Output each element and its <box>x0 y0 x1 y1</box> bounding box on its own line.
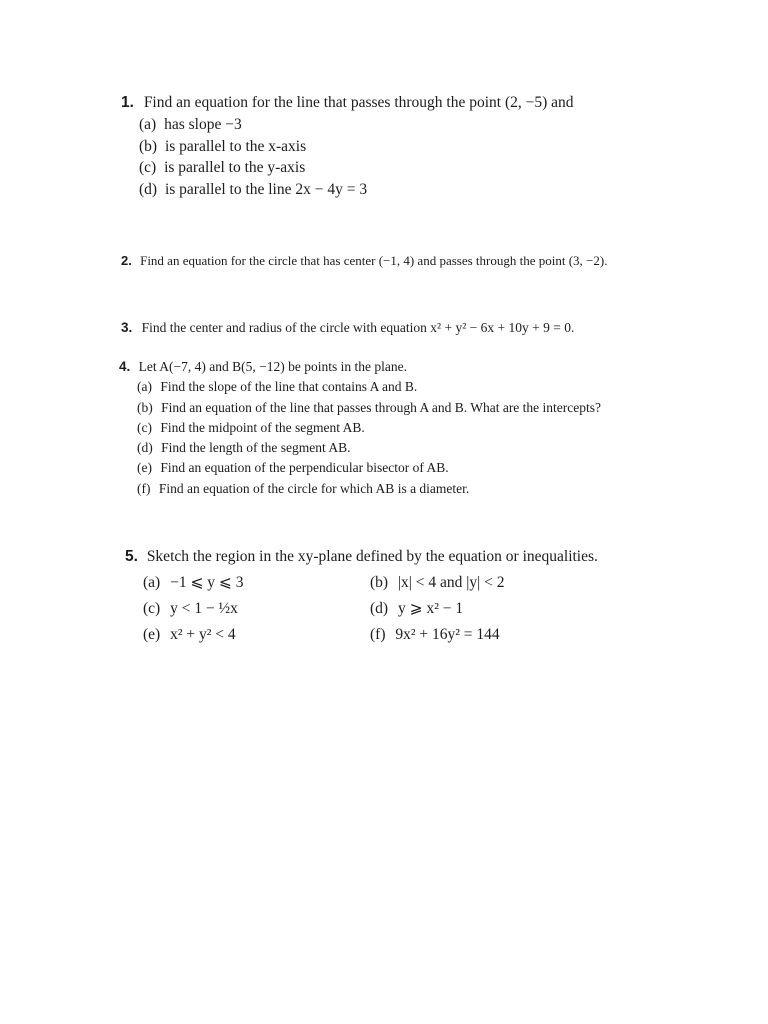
part-text: Find an equation of the perpendicular bisector of AB. <box>160 460 449 475</box>
part-label: (d) <box>139 181 158 198</box>
problem-5-part-c <box>143 601 238 617</box>
problem-2-stem-line <box>121 254 607 267</box>
part-text: |x| < 4 and |y| < 2 <box>397 574 505 591</box>
part-label: (d) <box>370 600 389 617</box>
part-text: x² + y² < 4 <box>170 626 236 643</box>
problem-stem: Let A(−7, 4) and B(5, −12) be points in the plane. <box>138 359 407 374</box>
part-label: (f) <box>137 481 151 496</box>
problem-1-stem-line <box>121 95 574 111</box>
part-label: (c) <box>143 600 161 617</box>
problem-4-part-b <box>137 401 601 415</box>
problem-4-part-c <box>137 421 365 435</box>
part-label: (c) <box>137 420 152 435</box>
problem-5-part-e <box>143 627 236 643</box>
problem-1-part-b <box>139 139 306 155</box>
part-text: has slope −3 <box>164 116 242 133</box>
problem-5-stem-line <box>125 549 598 565</box>
problem-1-part-c <box>139 160 305 176</box>
problem-1-part-a <box>139 117 242 133</box>
problem-stem: Find an equation for the circle that has center (−1, 4) and passes through the point (3, −2). <box>140 253 608 268</box>
part-text: −1 ⩽ y ⩽ 3 <box>170 574 244 591</box>
part-text: y < 1 − ½x <box>170 600 238 617</box>
part-text: y ⩾ x² − 1 <box>397 600 464 617</box>
problem-5-part-a <box>143 575 244 591</box>
problem-stem: Find the center and radius of the circle with equation x² + y² − 6x + 10y + 9 = 0. <box>141 320 575 335</box>
problem-number: 1. <box>121 94 134 111</box>
problem-4-part-a <box>137 380 417 394</box>
problem-5-part-f <box>370 627 500 643</box>
part-text: Find the midpoint of the segment AB. <box>160 420 365 435</box>
problem-stem: Find an equation for the line that passes through the point (2, −5) and <box>143 94 574 111</box>
part-label: (f) <box>370 626 386 643</box>
problem-stem: Sketch the region in the xy-plane defined by the equation or inequalities. <box>146 548 598 565</box>
part-label: (e) <box>137 460 152 475</box>
part-label: (b) <box>137 400 153 415</box>
problem-number: 4. <box>119 359 131 374</box>
problem-4-part-e <box>137 461 449 475</box>
part-text: is parallel to the x-axis <box>164 138 307 155</box>
part-text: 9x² + 16y² = 144 <box>395 626 500 643</box>
part-text: Find the length of the segment AB. <box>161 440 351 455</box>
part-label: (a) <box>137 379 152 394</box>
problem-4-part-d <box>137 441 350 455</box>
part-text: Find an equation of the circle for which AB is a diameter. <box>158 481 470 496</box>
part-label: (b) <box>139 138 158 155</box>
problem-number: 3. <box>121 320 133 335</box>
problem-number: 5. <box>125 548 138 565</box>
part-text: Find an equation of the line that passes through A and B. What are the intercepts? <box>161 400 602 415</box>
part-text: Find the slope of the line that contains A and B. <box>160 379 418 394</box>
part-label: (c) <box>139 159 157 176</box>
problem-3-stem-line <box>121 321 574 335</box>
problem-5-part-b <box>370 575 504 591</box>
problem-1-part-d <box>139 182 367 198</box>
part-label: (a) <box>143 574 161 591</box>
part-label: (d) <box>137 440 153 455</box>
problem-number: 2. <box>121 253 132 268</box>
problem-5-part-d <box>370 601 463 617</box>
part-label: (a) <box>139 116 157 133</box>
problem-4-stem-line <box>119 360 407 374</box>
part-text: is parallel to the line 2x − 4y = 3 <box>164 181 368 198</box>
problem-4-part-f <box>137 482 469 496</box>
part-text: is parallel to the y-axis <box>164 159 306 176</box>
part-label: (b) <box>370 574 389 591</box>
part-label: (e) <box>143 626 161 643</box>
